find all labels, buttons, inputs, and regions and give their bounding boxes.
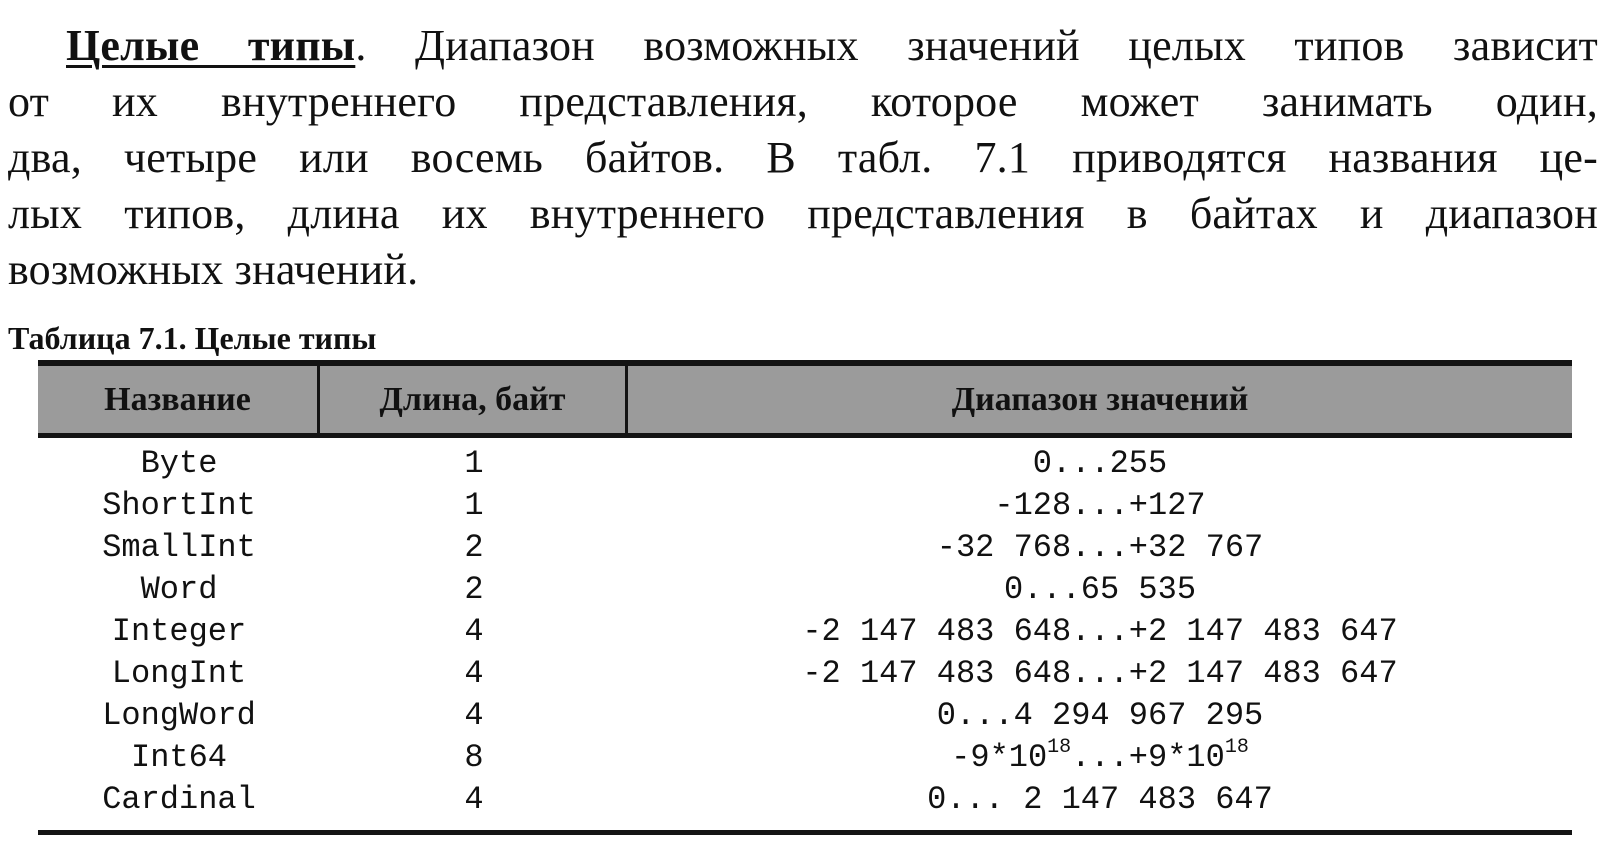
paragraph-line-3: два, четыре или восемь байтов. В табл. 7.1 приводятся названия це- bbox=[8, 133, 1598, 182]
table-header bbox=[38, 366, 1572, 438]
table-row bbox=[38, 484, 1572, 526]
range-cell: -128...+127 bbox=[994, 486, 1206, 524]
table-row bbox=[38, 442, 1572, 484]
range-cell: 0...65 535 bbox=[1003, 570, 1197, 608]
header-range: Диапазон значений bbox=[951, 380, 1249, 418]
table-bottom-rule bbox=[38, 830, 1572, 835]
length-cell: 4 bbox=[464, 612, 484, 650]
exponent-max: 18 bbox=[1224, 735, 1249, 759]
table-caption: Таблица 7.1. Целые типы bbox=[8, 320, 377, 356]
range-cell: 0... 2 147 483 647 bbox=[927, 780, 1273, 818]
paragraph-line-2: от их внутреннего представления, которое может занимать один, bbox=[8, 77, 1598, 126]
length-cell: 1 bbox=[464, 444, 484, 482]
table-row bbox=[38, 610, 1572, 652]
paragraph-line-4: лых типов, длина их внутреннего представления в байтах и диапазон bbox=[8, 189, 1598, 238]
range-cell: -32 768...+32 767 bbox=[936, 528, 1264, 566]
header-length: Длина, байт bbox=[320, 366, 628, 433]
range-cell: 0...4 294 967 295 bbox=[936, 696, 1264, 734]
length-cell: 1 bbox=[464, 486, 484, 524]
table-row bbox=[38, 694, 1572, 736]
exponent-min: 18 bbox=[1047, 735, 1072, 759]
intro-paragraph bbox=[8, 18, 1598, 298]
header-name: Название bbox=[38, 366, 320, 433]
length-cell: 4 bbox=[464, 780, 484, 818]
type-name-cell: Word bbox=[140, 570, 218, 608]
type-name-cell: Int64 bbox=[130, 738, 227, 776]
table-row bbox=[38, 568, 1572, 610]
table-body bbox=[38, 438, 1572, 820]
table-row bbox=[38, 526, 1572, 568]
range-cell: -2 147 483 648...+2 147 483 647 bbox=[802, 612, 1398, 650]
length-cell: 2 bbox=[464, 528, 484, 566]
section-term: Целые типы bbox=[66, 21, 356, 70]
range-cell: -2 147 483 648...+2 147 483 647 bbox=[802, 654, 1398, 692]
type-name-cell: LongWord bbox=[102, 696, 256, 734]
range-part-max: ...+9*10 bbox=[1071, 738, 1225, 776]
paragraph-line-5: возможных значений. bbox=[8, 245, 419, 294]
table-row bbox=[38, 652, 1572, 694]
type-name-cell: Integer bbox=[111, 612, 247, 650]
type-name-cell: Byte bbox=[140, 444, 218, 482]
range-cell: 0...255 bbox=[1032, 444, 1168, 482]
paragraph-line-1-rest: . Диапазон возможных значений целых типов зависит bbox=[355, 21, 1598, 70]
range-cell bbox=[628, 735, 1572, 776]
table-row bbox=[38, 778, 1572, 820]
length-cell: 4 bbox=[464, 654, 484, 692]
type-name-cell: Cardinal bbox=[102, 780, 256, 818]
paragraph-line-1 bbox=[8, 18, 1598, 74]
type-name-cell: LongInt bbox=[111, 654, 247, 692]
type-name-cell: ShortInt bbox=[102, 486, 256, 524]
type-name-cell: SmallInt bbox=[102, 528, 256, 566]
table-row bbox=[38, 736, 1572, 778]
range-part-min: -9*10 bbox=[951, 738, 1048, 776]
integer-types-table bbox=[38, 360, 1572, 835]
length-cell: 4 bbox=[464, 696, 484, 734]
length-cell: 8 bbox=[464, 738, 484, 776]
length-cell: 2 bbox=[464, 570, 484, 608]
